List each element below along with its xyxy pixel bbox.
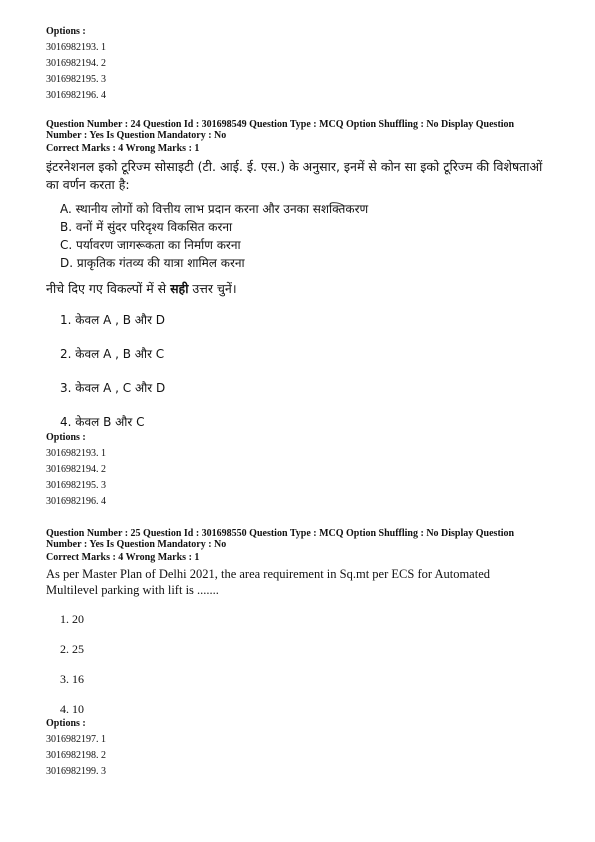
instruction-text	[46, 280, 556, 298]
answer-choice-list	[46, 312, 556, 430]
question-meta-line: Number : Yes Is Question Mandatory : No	[46, 130, 227, 141]
option-id: 3016982195. 3	[46, 480, 106, 491]
question-text: इंटरनेशनल इको टूरिज्म सोसाइटी (टी. आई. ई. एस.) के अनुसार, इनमें से कोन सा इको टूरिज्म की विशेषताओं का वर्णन करता है:	[46, 159, 543, 192]
marks-line: Correct Marks : 4 Wrong Marks : 1	[46, 552, 200, 563]
answer-choice: 1. केवल A , B और D	[60, 313, 166, 327]
options-label: Options :	[46, 718, 86, 729]
statement-item: B. वनों में सुंदर परिदृश्य विकसित करना	[60, 220, 233, 234]
instruction-pre: नीचे दिए गए विकल्पों में से	[46, 281, 171, 296]
statement-item: A. स्थानीय लोगों को वित्तीय लाभ प्रदान करना और उनका सशक्तिकरण	[60, 202, 369, 216]
option-id: 3016982197. 1	[46, 734, 106, 745]
instruction-bold: सही	[170, 281, 189, 296]
question-meta-line: Question Number : 25 Question Id : 301698550 Question Type : MCQ Option Shuffling : No Display Question	[46, 528, 515, 539]
answer-choice: 3. 16	[60, 672, 84, 686]
question-25-block	[46, 528, 556, 780]
answer-choice: 4. केवल B और C	[60, 415, 145, 429]
option-id: 3016982196. 4	[46, 90, 106, 101]
top-options-block	[46, 24, 556, 104]
option-id: 3016982199. 3	[46, 766, 106, 777]
option-id-list	[46, 732, 556, 780]
question-text: As per Master Plan of Delhi 2021, the area requirement in Sq.mt per ECS for Automated Multilevel parking with lift is .......	[46, 567, 490, 597]
statement-item: D. प्राकृतिक गंतव्य की यात्रा शामिल करना	[60, 256, 245, 270]
marks-line: Correct Marks : 4 Wrong Marks : 1	[46, 143, 200, 154]
answer-choice: 1. 20	[60, 612, 84, 626]
question-meta-line: Question Number : 24 Question Id : 301698549 Question Type : MCQ Option Shuffling : No Display Question	[46, 119, 515, 130]
option-id: 3016982195. 3	[46, 74, 106, 85]
option-id: 3016982194. 2	[46, 464, 106, 475]
option-id: 3016982193. 1	[46, 448, 106, 459]
answer-choice: 3. केवल A , C और D	[60, 381, 166, 395]
option-id: 3016982193. 1	[46, 42, 106, 53]
answer-choice-list	[46, 612, 556, 716]
options-label: Options :	[46, 432, 86, 443]
option-id: 3016982196. 4	[46, 496, 106, 507]
option-id: 3016982198. 2	[46, 750, 106, 761]
answer-choice: 2. 25	[60, 642, 84, 656]
instruction-post: उत्तर चुनें।	[188, 281, 237, 296]
option-id-list	[46, 40, 556, 104]
answer-choice: 4. 10	[60, 702, 84, 716]
document-page	[46, 24, 556, 780]
question-24-block	[46, 119, 556, 510]
option-id: 3016982194. 2	[46, 58, 106, 69]
options-label: Options :	[46, 26, 86, 37]
question-meta-line: Number : Yes Is Question Mandatory : No	[46, 539, 227, 550]
answer-choice: 2. केवल A , B और C	[60, 347, 165, 361]
statement-item: C. पर्यावरण जागरूकता का निर्माण करना	[60, 238, 241, 252]
statement-list	[46, 200, 556, 272]
option-id-list	[46, 446, 556, 510]
